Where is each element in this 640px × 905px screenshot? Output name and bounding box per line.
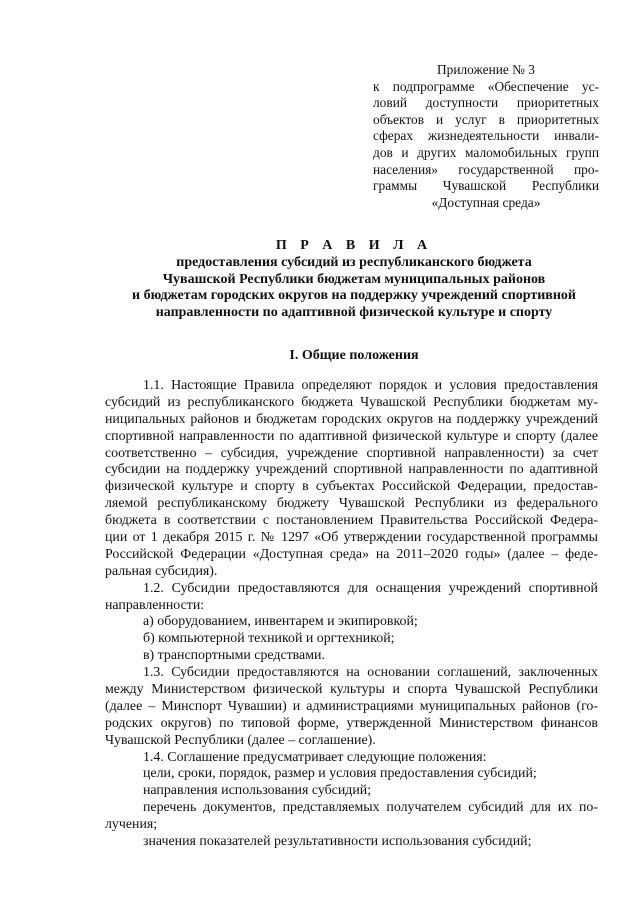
appendix-note [373, 62, 599, 211]
rules-subtitle-line: Чувашской Республики бюджетам муниципальных районов [162, 271, 546, 287]
body-line: лучения; [105, 817, 158, 833]
rules-title-block [96, 238, 612, 321]
body-line: 1.3. Субсидии предоставляются на основании соглашений, заключенных [143, 665, 598, 681]
appendix-lines [373, 79, 599, 195]
body-line: ции от 1 декабря 2015 г. № 1297 «Об утверждении государственной программы [105, 530, 598, 546]
appendix-line: дов и других маломобильных групп [373, 144, 599, 160]
appendix-line: объектов и услуг в приоритетных [373, 111, 599, 127]
appendix-title: Приложение № 3 [436, 62, 536, 77]
rules-title: П Р А В И Л А [275, 238, 433, 253]
body-line: спортивной направленности по адаптивной физической культуре и спорту (далее [105, 428, 598, 444]
appendix-line: ловий доступности приоритетных [373, 95, 599, 111]
body-line: субсидий из республиканского бюджета Чувашской Республики бюджетам му- [105, 394, 598, 410]
body-line: 1.4. Соглашение предусматривает следующие положения: [143, 749, 487, 765]
body-line: значения показателей результативности использования субсидий; [143, 834, 532, 850]
body-line: Российской Федерации «Доступная среда» на 2011–2020 годы» (далее – феде- [105, 546, 598, 562]
body-text [105, 378, 598, 851]
body-line: в) транспортными средствами. [143, 648, 325, 664]
body-line: ниципальных районов и бюджетам городских округов на поддержку учреждений [105, 411, 598, 427]
appendix-line: сферах жизнедеятельности инвали- [373, 128, 599, 144]
body-line: перечень документов, представляемых получателем субсидий для их по- [143, 800, 598, 816]
body-line: 1.1. Настоящие Правила определяют порядок и условия предоставления [143, 378, 598, 393]
appendix-line: населения» государственной про- [373, 161, 599, 177]
rules-subtitle-line: предоставления субсидий из республиканского бюджета [176, 255, 532, 271]
body-line: направления использования субсидий; [143, 783, 372, 799]
section-title: I. Общие положения [289, 348, 419, 363]
appendix-last-line: «Доступная среда» [431, 194, 541, 210]
body-line: а) оборудованием, инвентарем и экипировкой; [143, 614, 418, 630]
body-line: субсидии на поддержку учреждений спортивной направленности по адаптивной [105, 462, 598, 478]
rules-subtitle-line: и бюджетам городских округов на поддержку учреждений спортивной [132, 288, 576, 304]
body-line: б) компьютерной техникой и оргтехникой; [143, 631, 395, 647]
body-line: направленности: [105, 597, 205, 613]
body-line: между Министерством физической культуры и спорта Чувашской Республики [105, 682, 598, 698]
body-line: родских округов) по типовой форме, утвержденной Министерством финансов [105, 715, 598, 731]
body-line: Чувашской Республики (далее – соглашение). [105, 732, 376, 748]
appendix-line: к подпрограмме «Обеспечение ус- [373, 78, 599, 94]
body-line: (далее – Минспорт Чувашии) и администрациями муниципальных районов (го- [105, 698, 598, 714]
rules-subtitle-line: направленности по адаптивной физической культуре и спорту [155, 304, 553, 320]
body-line: 1.2. Субсидии предоставляются для оснащения учреждений спортивной [143, 580, 598, 596]
body-line: цели, сроки, порядок, размер и условия предоставления субсидий; [143, 766, 537, 782]
body-line: ральная субсидия). [105, 563, 218, 579]
body-line: физической культуре и спорту в субъектах Российской Федерации, предостав- [105, 479, 598, 495]
body-line: ляемой республиканскому бюджету Чувашской Республики из федерального [105, 496, 598, 512]
body-line: бюджета в соответствии с постановлением Правительства Российской Федера- [105, 513, 598, 529]
appendix-line: граммы Чувашской Республики [373, 178, 599, 194]
body-line: соответственно – субсидия, учреждение спортивной направленности) за счет [105, 445, 598, 461]
